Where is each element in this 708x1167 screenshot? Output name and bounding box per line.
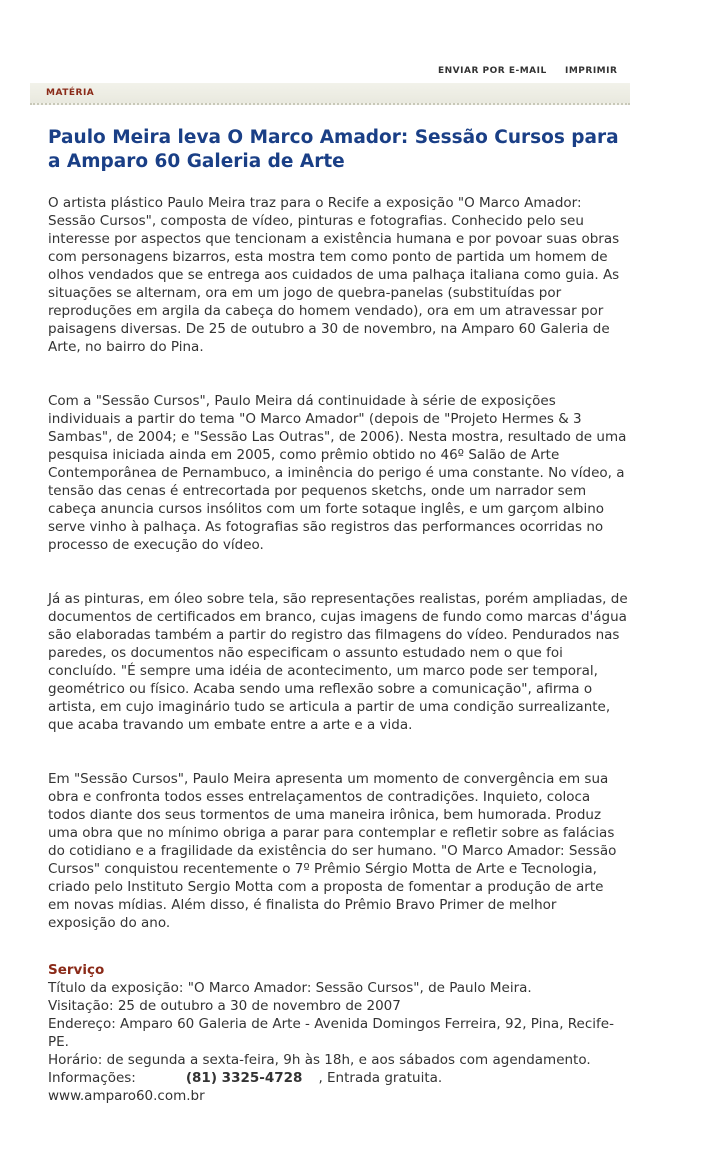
- service-title-line: Título da exposição: "O Marco Amador: Sessão Cursos", de Paulo Meira.: [48, 980, 532, 996]
- entry-text: , Entrada gratuita.: [318, 1070, 443, 1086]
- phone-number: (81) 3325-4728: [185, 1070, 303, 1086]
- paragraph-1: O artista plástico Paulo Meira traz para o Recife a exposição "O Marco Amador: Sessão Cursos", composta de vídeo, pinturas e fotografias. Conhecido pelo seu interesse por aspectos que tencionam a existência humana e por povoar suas obras com personagens bizarros, esta mostra tem como ponto de partida um homem de olhos vendados que se entrega aos cuidados de uma palhaça italiana como guia. As situações se alternam, ora em um jogo de quebra-panelas (substituídas por reproduções em argila da cabeça do homem vendado), ora em um atravessar por paisagens diversas. De 25 de outubro a 30 de novembro, na Amparo 60 Galeria de Arte, no bairro do Pina.: [48, 195, 620, 355]
- email-link[interactable]: ENVIAR POR E-MAIL: [438, 66, 547, 76]
- article-body: [48, 194, 628, 968]
- info-label: Informações:: [48, 1070, 136, 1086]
- article-title: Paulo Meira leva O Marco Amador: Sessão Cursos para a Amparo 60 Galeria de Arte: [48, 127, 619, 172]
- website-link[interactable]: www.amparo60.com.br: [48, 1088, 205, 1104]
- paragraph-2: Com a "Sessão Cursos", Paulo Meira dá continuidade à série de exposições individuais a partir do tema "O Marco Amador" (depois de "Projeto Hermes & 3 Sambas", de 2004; e "Sessão Las Outras", de 2006). Nesta mostra, resultado de uma pesquisa iniciada ainda em 2005, como prêmio obtido no 46º Salão de Arte Contemporânea de Pernambuco, a iminência do perigo é uma constante. No vídeo, a tensão das cenas é entrecortada por pequenos sketchs, onde um narrador sem cabeça anuncia cursos insólitos com um forte sotaque inglês, e um garçom albino serve vinho à palhaça. As fotografias são registros das performances ocorridas no processo de execução do vídeo.: [48, 393, 627, 553]
- paragraph-4: Em "Sessão Cursos", Paulo Meira apresenta um momento de convergência em sua obra e confronta todos esses entrelaçamentos de contradições. Inquieto, coloca todos diante dos seus tormentos de uma maneira irônica, bem humorada. Produz uma obra que no mínimo obriga a parar para contemplar e refletir sobre as falácias do cotidiano e a fragilidade da existência do ser humano. "O Marco Amador: Sessão Cursos" conquistou recentemente o 7º Prêmio Sérgio Motta de Arte e Tecnologia, criado pelo Instituto Sergio Motta com a proposta de fomentar a produção de arte em novas mídias. Além disso, é finalista do Prêmio Bravo Primer de melhor exposição do ano.: [48, 771, 617, 931]
- service-info-line: [48, 1069, 628, 1087]
- section-label: MATÉRIA: [46, 88, 95, 98]
- section-bar: [30, 83, 630, 105]
- service-visit-line: Visitação: 25 de outubro a 30 de novembro de 2007: [48, 998, 401, 1014]
- service-hours-line: Horário: de segunda a sexta-feira, 9h às 18h, e aos sábados com agendamento.: [48, 1052, 591, 1068]
- service-box: [48, 961, 628, 1105]
- print-link[interactable]: IMPRIMIR: [565, 66, 618, 76]
- paragraph-3: Já as pinturas, em óleo sobre tela, são representações realistas, porém ampliadas, de documentos de certificados em branco, cujas imagens de fundo como marcas d'água são elaboradas também a partir do registro das filmagens do vídeo. Pendurados nas paredes, os documentos não especificam o assunto estudado nem o que foi concluído. "É sempre uma idéia de acontecimento, um marco pode ser temporal, geométrico ou físico. Acaba sendo uma reflexão sobre a comunicação", afirma o artista, em cujo imaginário tudo se articula a partir de uma condição surrealizante, que acaba travando um embate entre a arte e a vida.: [48, 591, 628, 733]
- service-address-line: Endereço: Amparo 60 Galeria de Arte - Avenida Domingos Ferreira, 92, Pina, Recife-PE.: [48, 1016, 614, 1050]
- service-heading: Serviço: [48, 962, 105, 978]
